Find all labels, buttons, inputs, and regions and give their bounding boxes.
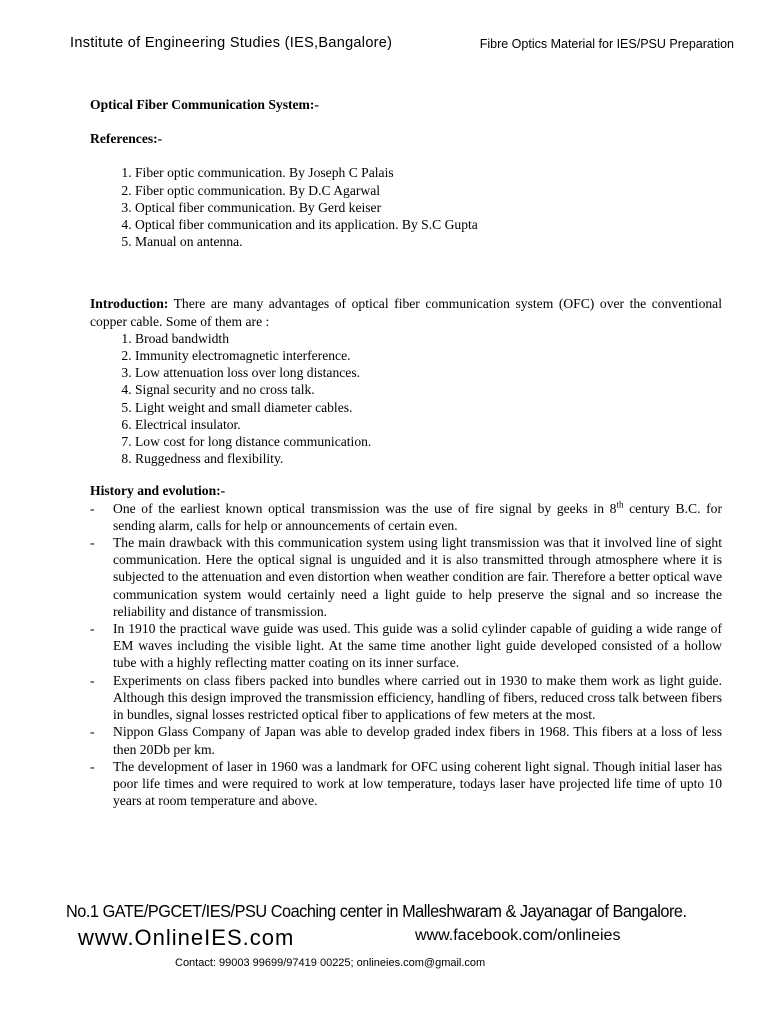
history-list xyxy=(90,500,722,810)
footer-tagline: No.1 GATE/PGCET/IES/PSU Coaching center in Malleshwaram & Jayanagar of Bangalore. xyxy=(66,901,687,921)
header-material-title: Fibre Optics Material for IES/PSU Preparation xyxy=(479,37,734,51)
advantage-item: 3. Low attenuation loss over long distances. xyxy=(135,364,722,381)
footer-website-link[interactable]: www.OnlineIES.com xyxy=(78,925,295,950)
superscript: th xyxy=(616,499,624,510)
footer-contact: Contact: 99003 99699/97419 00225; onlineies.com@gmail.com xyxy=(175,957,486,969)
history-item: - Nippon Glass Company of Japan was able to develop graded index fibers in 1968. This fibers at a loss of less then 20Db per km. xyxy=(90,723,722,757)
reference-item: 1. Fiber optic communication. By Joseph C Palais xyxy=(135,164,722,181)
advantage-item: 1. Broad bandwidth xyxy=(135,330,722,347)
history-item: - Experiments on class fibers packed into bundles where carried out in 1930 to make them work as light guide. Although this design improved the transmission efficiency, handling of fibers, reduced cross talk between fibers in bundles, signal losses restricted optical fiber to applications of few meters at the most. xyxy=(90,672,722,724)
advantage-item: 2. Immunity electromagnetic interference. xyxy=(135,347,722,364)
history-item: - The main drawback with this communication system using light transmission was that it involved line of sight communication. Here the optical signal is unguided and it is also transmitted through atmosphere where it is subjected to the attenuation and even distortion when weather condition are fair. Therefore a better optical wave communication system would certainly need a light guide to help preserve the signal and so increase the reliability and distance of transmission. xyxy=(90,534,722,620)
references-list xyxy=(90,164,722,250)
footer-facebook-link[interactable]: www.facebook.com/onlineies xyxy=(415,927,621,944)
history-item: - In 1910 the practical wave guide was used. This guide was a solid cylinder capable of guiding a wide range of EM waves including the visible light. At the same time another light guide developed consisted of a hollow tube with a highly reflecting matter coating on its inner surface. xyxy=(90,620,722,672)
reference-item: 3. Optical fiber communication. By Gerd keiser xyxy=(135,199,722,216)
reference-item: 5. Manual on antenna. xyxy=(135,233,722,250)
history-item: - The development of laser in 1960 was a landmark for OFC using coherent light signal. Though initial laser has poor life times and were required to work at low temperature, todays laser have projected life time of upto 10 years at room temperature and above. xyxy=(90,758,722,810)
history-item xyxy=(90,500,722,534)
advantage-item: 5. Light weight and small diameter cables. xyxy=(135,399,722,416)
document-body xyxy=(90,96,722,809)
advantage-item: 7. Low cost for long distance communication. xyxy=(135,433,722,450)
references-heading: References:- xyxy=(90,131,163,147)
introduction-text: There are many advantages of optical fiber communication system (OFC) over the conventional copper cable. Some of them are : xyxy=(90,296,722,329)
reference-item: 4. Optical fiber communication and its application. By S.C Gupta xyxy=(135,216,722,233)
page-title: Optical Fiber Communication System:- xyxy=(90,97,319,112)
reference-item: 2. Fiber optic communication. By D.C Agarwal xyxy=(135,182,722,199)
introduction-label: Introduction: xyxy=(90,296,169,312)
advantage-item: 4. Signal security and no cross talk. xyxy=(135,381,722,398)
history-heading: History and evolution:- xyxy=(90,483,226,499)
introduction-paragraph xyxy=(90,295,722,329)
history-item-text: One of the earliest known optical transmission was the use of fire signal by geeks in 8 xyxy=(113,500,617,516)
history-item-text: century B.C. for sending alarm, calls for help or announcements of certain even. xyxy=(113,500,722,533)
advantage-item: 8. Ruggedness and flexibility. xyxy=(135,450,722,467)
header-institute: Institute of Engineering Studies (IES,Bangalore) xyxy=(70,35,393,51)
advantage-item: 6. Electrical insulator. xyxy=(135,416,722,433)
advantages-list xyxy=(90,330,722,468)
